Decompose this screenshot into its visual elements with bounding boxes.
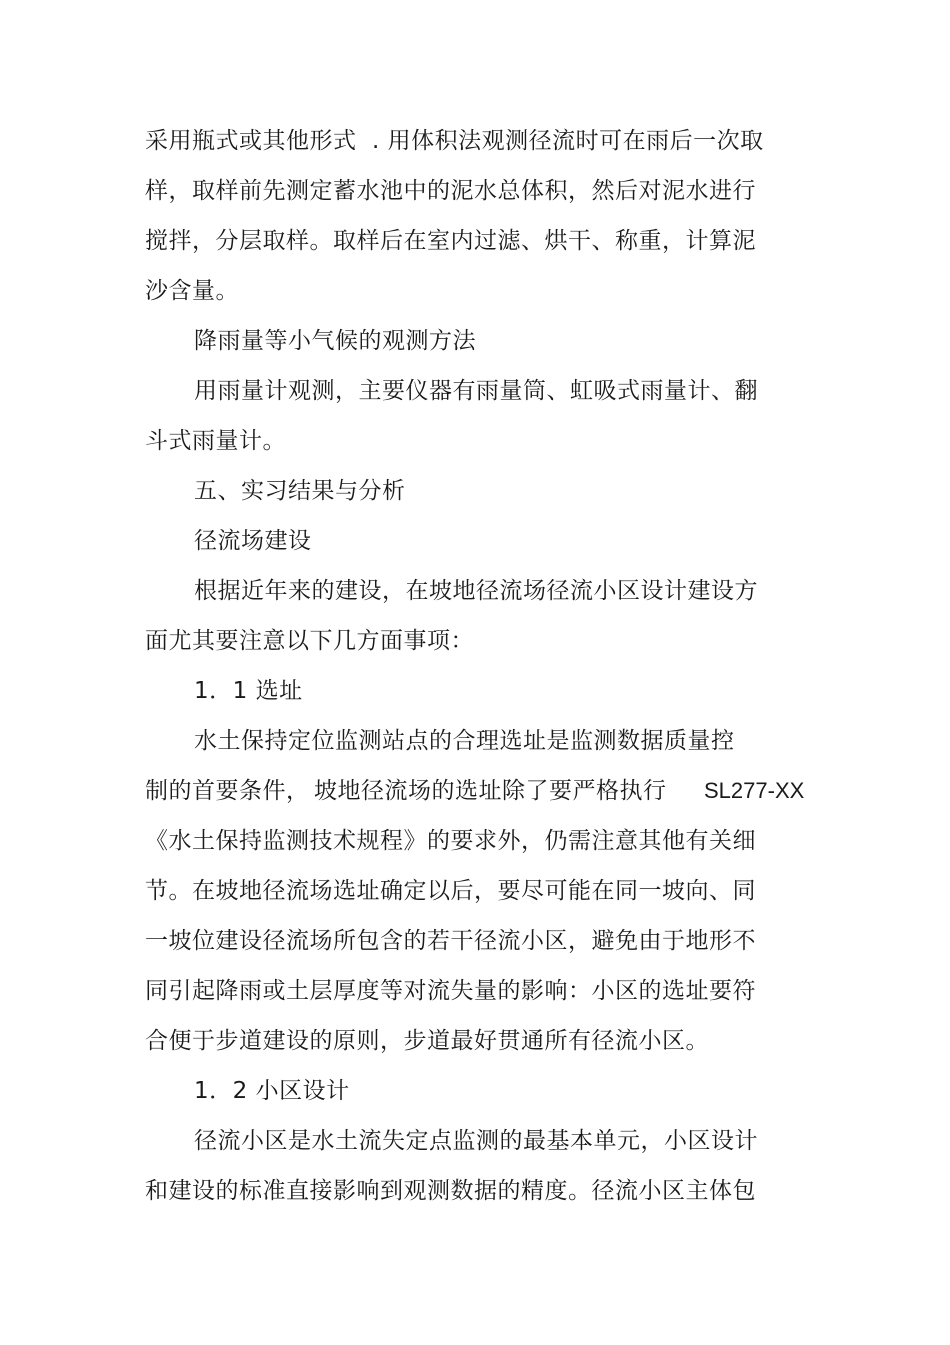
section-heading: 五、实习结果与分析 [194, 478, 406, 504]
text-line: 合便于步道建设的原则，步道最好贯通所有径流小区。 [145, 1028, 709, 1054]
section-heading: 1．1 选址 [194, 678, 303, 704]
text-line: 采用瓶式或其他形式 [145, 128, 357, 154]
text-line: 径流小区是水土流失定点监测的最基本单元，小区设计 [194, 1128, 758, 1154]
text-line: 沙含量。 [145, 278, 239, 304]
text-line: 面尤其要注意以下几方面事项： [145, 628, 474, 654]
text-line: 《水土保持监测技术规程》的要求外，仍需注意其他有关细 [145, 828, 756, 854]
text-line: 一坡位建设径流场所包含的若干径流小区，避免由于地形不 [145, 928, 756, 954]
text-line: 坡地径流场的选址除了要严格执行 [314, 778, 667, 804]
section-heading: 降雨量等小气候的观测方法 [194, 328, 476, 354]
text-line: . 用体积法观测径流时可在雨后一次取 [372, 128, 764, 154]
section-heading: 1．2 小区设计 [194, 1078, 350, 1104]
text-line: 斗式雨量计。 [145, 428, 286, 454]
text-line: 样，取样前先测定蓄水池中的泥水总体积，然后对泥水进行 [145, 178, 756, 204]
text-line: 节。在坡地径流场选址确定以后，要尽可能在同一坡向、同 [145, 878, 756, 904]
text-line: 和建设的标准直接影响到观测数据的精度。径流小区主体包 [145, 1178, 756, 1204]
text-line: 用雨量计观测，主要仪器有雨量筒、虹吸式雨量计、翻 [194, 378, 758, 404]
text-line: 根据近年来的建设，在坡地径流场径流小区设计建设方 [194, 578, 758, 604]
text-line: 水土保持定位监测站点的合理选址是监测数据质量控 [194, 728, 735, 754]
text-line: 制的首要条件， [145, 778, 310, 804]
section-heading: 径流场建设 [194, 528, 312, 554]
text-line: 搅拌，分层取样。取样后在室内过滤、烘干、称重，计算泥 [145, 228, 756, 254]
standard-code: SL277-XX [704, 778, 805, 803]
text-line: 同引起降雨或土层厚度等对流失量的影响：小区的选址要符 [145, 978, 756, 1004]
